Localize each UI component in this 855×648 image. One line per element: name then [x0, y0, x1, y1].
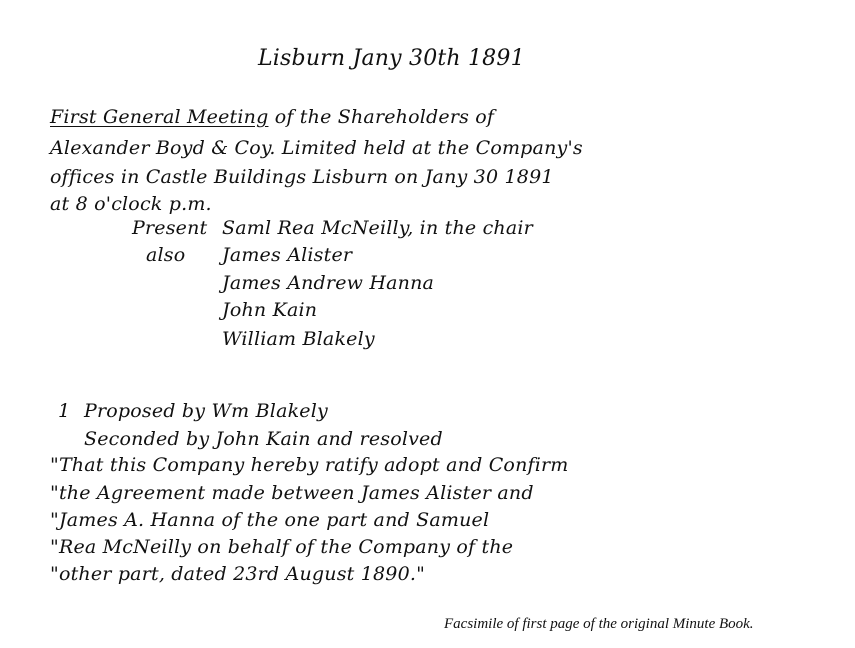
resolution-line: "the Agreement made between James Alister and	[50, 482, 534, 504]
member-entry: William Blakely	[222, 328, 375, 350]
member-entry: James Alister	[222, 244, 353, 266]
intro-line-1	[50, 106, 494, 128]
resolution-line: "James A. Hanna of the one part and Samuel	[50, 509, 490, 531]
resolution-line: "That this Company hereby ratify adopt and Confirm	[50, 454, 569, 476]
member-entry: James Andrew Hanna	[222, 272, 435, 294]
intro-line-3: offices in Castle Buildings Lisburn on Jany 30 1891	[50, 166, 554, 188]
meeting-title-underlined: First General Meeting	[50, 106, 269, 128]
resolution-line: Seconded by John Kain and resolved	[84, 428, 443, 450]
chair-entry: Saml Rea McNeilly, in the chair	[222, 217, 533, 239]
resolution-line: Proposed by Wm Blakely	[84, 400, 328, 422]
also-label: also	[146, 244, 186, 266]
member-entry: John Kain	[222, 299, 318, 321]
resolution-line: "Rea McNeilly on behalf of the Company of the	[50, 536, 514, 558]
minute-heading: Lisburn Jany 30th 1891	[258, 46, 525, 71]
figure-caption: Facsimile of first page of the original Minute Book.	[444, 616, 754, 632]
resolution-number: 1	[58, 400, 71, 422]
resolution-line: "other part, dated 23rd August 1890."	[50, 563, 426, 585]
present-label: Present	[132, 217, 208, 239]
intro-line-2: Alexander Boyd & Coy. Limited held at the Company's	[50, 137, 583, 159]
intro-line-4: at 8 o'clock p.m.	[50, 193, 212, 215]
intro-line-1-rest: of the Shareholders of	[268, 106, 495, 128]
